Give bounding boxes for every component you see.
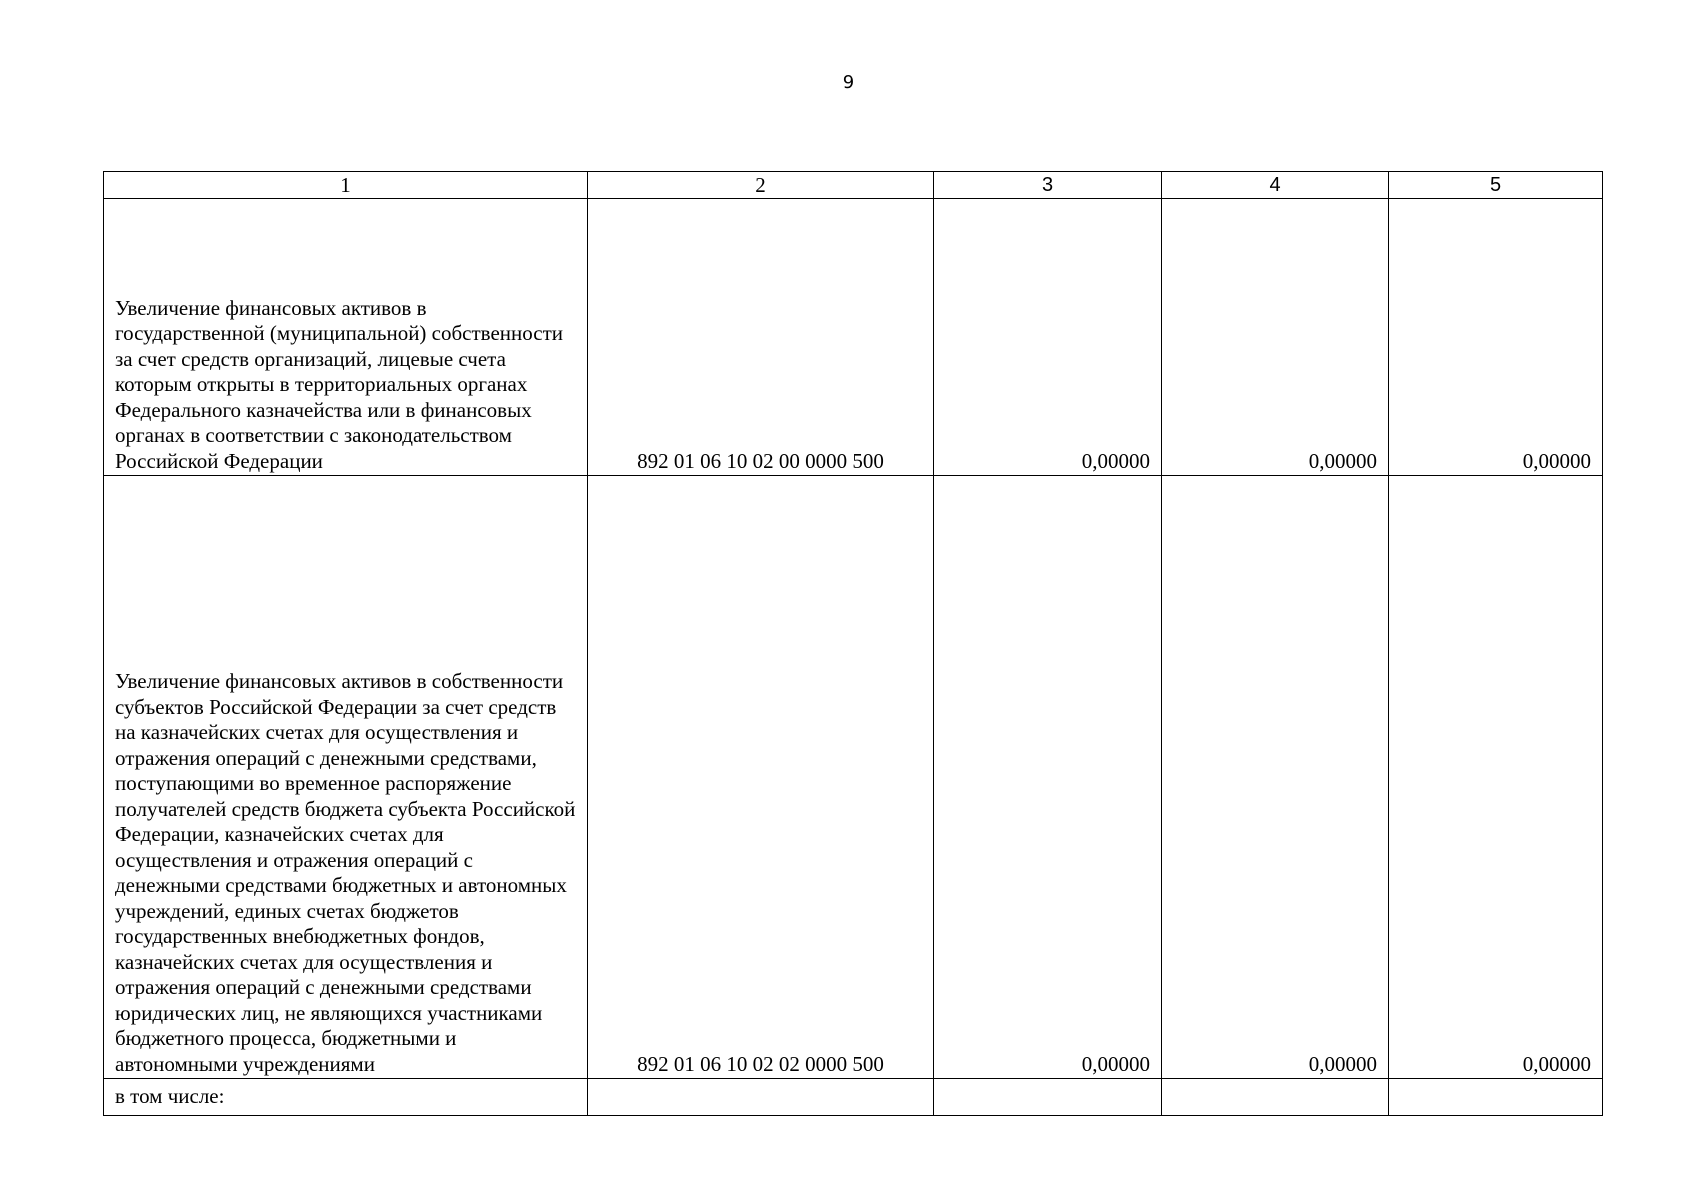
row-value-5: 0,00000: [1389, 476, 1603, 1079]
row-name: в том числе:: [104, 1079, 588, 1116]
table-row: [104, 199, 1603, 476]
row-value-3: 0,00000: [934, 476, 1162, 1079]
row-value-3: 0,00000: [934, 199, 1162, 476]
table-row: [104, 1079, 1603, 1116]
row-name: Увеличение финансовых активов в государственной (муниципальной) собственности за счет средств организаций, лицевые счета которым открыты в территориальных органах Федерального казначейства или в финансовых органах в соответствии с законодательством Российской Федерации: [104, 199, 588, 476]
row-value-3: [934, 1079, 1162, 1116]
header-cell-1: 1: [104, 172, 588, 199]
budget-table: [103, 171, 1603, 1116]
row-value-4: [1162, 1079, 1389, 1116]
row-code: 892 01 06 10 02 02 0000 500: [588, 476, 934, 1079]
table-row: [104, 476, 1603, 1079]
row-code: [588, 1079, 934, 1116]
page-number: 9: [842, 72, 855, 93]
table-header-row: [104, 172, 1603, 199]
row-code: 892 01 06 10 02 00 0000 500: [588, 199, 934, 476]
header-cell-3: 3: [934, 172, 1162, 199]
row-value-5: 0,00000: [1389, 199, 1603, 476]
row-value-5: [1389, 1079, 1603, 1116]
header-cell-2: 2: [588, 172, 934, 199]
row-value-4: 0,00000: [1162, 476, 1389, 1079]
row-value-4: 0,00000: [1162, 199, 1389, 476]
header-cell-4: 4: [1162, 172, 1389, 199]
header-cell-5: 5: [1389, 172, 1603, 199]
row-name: Увеличение финансовых активов в собственности субъектов Российской Федерации за счет средств на казначейских счетах для осуществления и отражения операций с денежными средствами, поступающими во временное распоряжение получателей средств бюджета субъекта Российской Федерации, казначейских счетах для осуществления и отражения операций с денежными средствами бюджетных и автономных учреждений, единых счетах бюджетов государственных внебюджетных фондов, казначейских счетах для осуществления и отражения операций с денежными средствами юридических лиц, не являющихся участниками бюджетного процесса, бюджетными и автономными учреждениями: [104, 476, 588, 1079]
